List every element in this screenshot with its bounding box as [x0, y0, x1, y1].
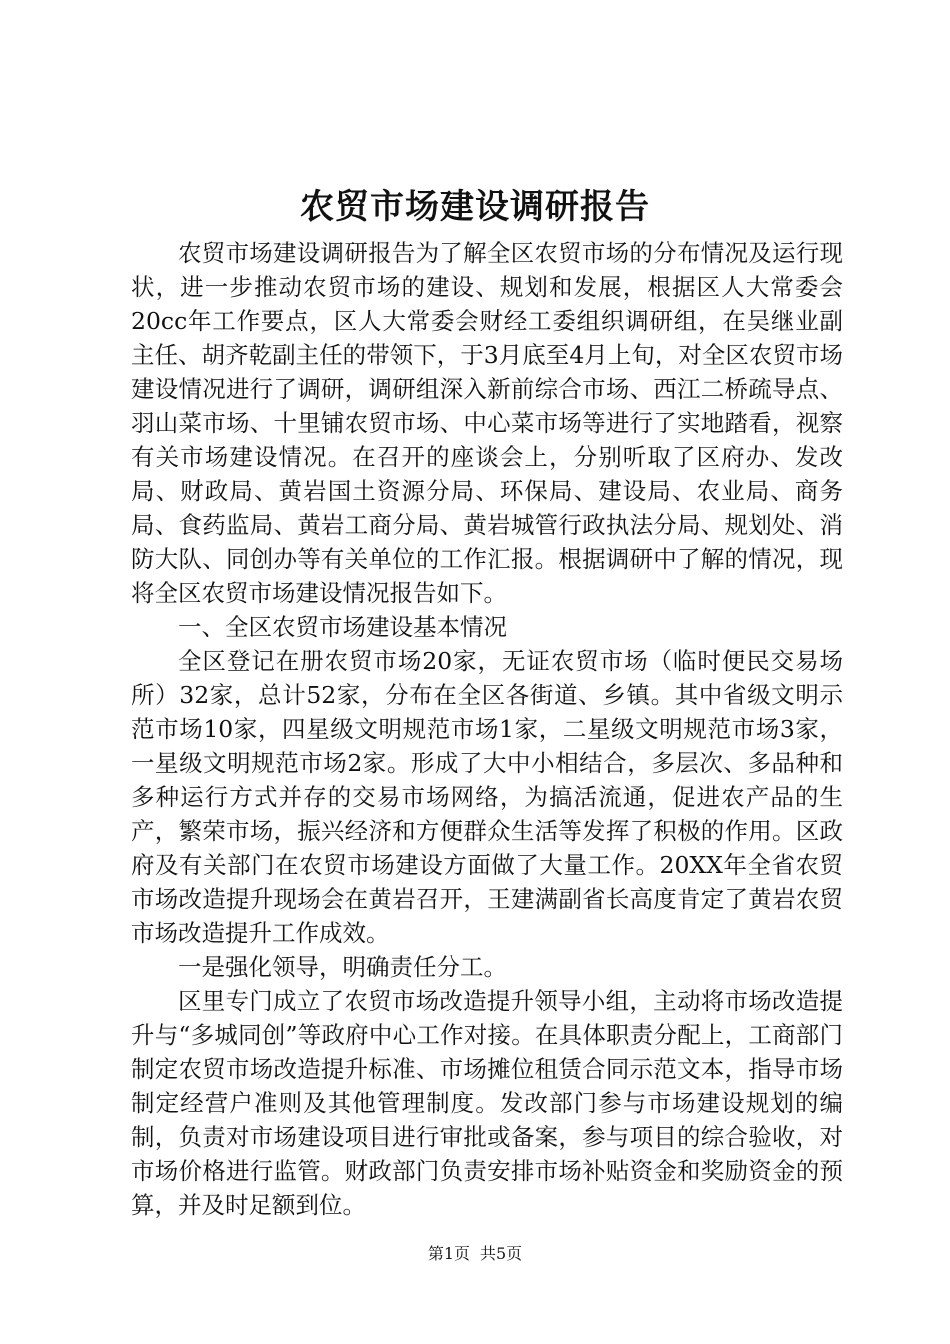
page-footer	[0, 1243, 950, 1265]
paragraph-leadership: 区里专门成立了农贸市场改造提升领导小组，主动将市场改造提升与“多城同创”等政府中心工作对接。在具体职责分配上，工商部门制定农贸市场改造提升标准、市场摊位租赁合同示范文本，指导市场制定经营户准则及其他管理制度。发改部门参与市场建设规划的编制，负责对市场建设项目进行审批或备案，参与项目的综合验收，对市场价格进行监管。财政部门负责安排市场补贴资金和奖励资金的预算，并及时足额到位。	[131, 987, 843, 1219]
paragraph-intro: 农贸市场建设调研报告为了解全区农贸市场的分布情况及运行现状，进一步推动农贸市场的建设、规划和发展，根据区人大常委会20cc年工作要点，区人大常委会财经工委组织调研组，在吴继业副主任、胡齐乾副主任的带领下，于3月底至4月上旬，对全区农贸市场建设情况进行了调研，调研组深入新前综合市场、西江二桥疏导点、羽山菜市场、十里铺农贸市场、中心菜市场等进行了实地踏看，视察有关市场建设情况。在召开的座谈会上，分别听取了区府办、发改局、财政局、黄岩国土资源分局、环保局、建设局、农业局、商务局、食药监局、黄岩工商分局、黄岩城管行政执法分局、规划处、消防大队、同创办等有关单位的工作汇报。根据调研中了解的情况，现将全区农贸市场建设情况报告如下。	[131, 239, 843, 607]
document-body	[131, 236, 843, 1222]
section-heading-1: 一、全区农贸市场建设基本情况	[178, 613, 507, 641]
page-total: 共5页	[480, 1244, 523, 1263]
subheading-leadership: 一是强化领导，明确责任分工。	[178, 953, 507, 981]
document-title: 农贸市场建设调研报告	[300, 187, 650, 227]
paragraph-basic-situation: 全区登记在册农贸市场20家，无证农贸市场（临时便民交易场所）32家，总计52家，分布在全区各街道、乡镇。其中省级文明示范市场10家，四星级文明规范市场1家，二星级文明规范市场3家，一星级文明规范市场2家。形成了大中小相结合，多层次、多品种和多种运行方式并存的交易市场网络，为搞活流通，促进农产品的生产，繁荣市场，振兴经济和方便群众生活等发挥了积极的作用。区政府及有关部门在农贸市场建设方面做了大量工作。20XX年全省农贸市场改造提升现场会在黄岩召开，王建满副省长高度肯定了黄岩农贸市场改造提升工作成效。	[131, 647, 843, 947]
page-number: 第1页	[427, 1244, 470, 1263]
